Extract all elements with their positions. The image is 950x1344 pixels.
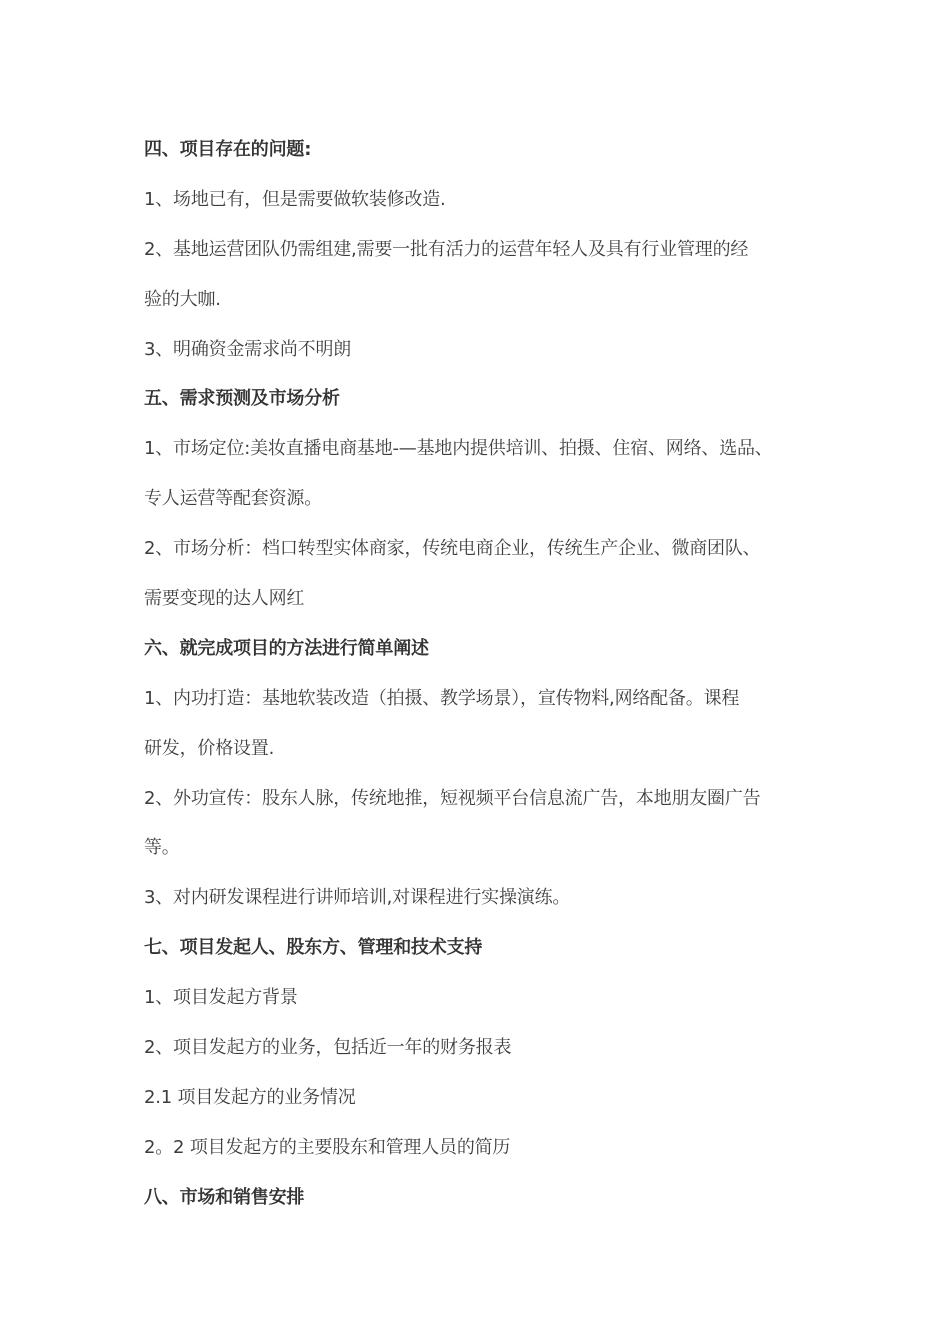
paragraph-line: 等。 (144, 837, 180, 859)
section-heading-methods: 六、就完成项目的方法进行简单阐述 (144, 637, 429, 659)
paragraph-line: 2、基地运营团队仍需组建,需要一批有活力的运营年轻人及具有行业管理的经 (144, 238, 749, 260)
paragraph-line: 1、项目发起方背景 (144, 987, 298, 1009)
paragraph-line: 2.1 项目发起方的业务情况 (144, 1086, 356, 1108)
paragraph-line: 研发，价格设置. (144, 737, 275, 759)
document-body (144, 134, 824, 1232)
section-heading-marketing: 八、市场和销售安排 (144, 1186, 305, 1208)
paragraph-line: 2。2 项目发起方的主要股东和管理人员的简历 (144, 1136, 511, 1158)
section-heading-problems: 四、项目存在的问题: (144, 139, 312, 160)
paragraph-line: 1、市场定位:美妆直播电商基地-—基地内提供培训、拍摄、住宿、网络、选品、 (144, 438, 773, 460)
paragraph-line: 2、外功宣传：股东人脉，传统地推，短视频平台信息流广告，本地朋友圈广告 (144, 787, 761, 809)
paragraph-line: 1、场地已有，但是需要做软装修改造. (144, 188, 446, 210)
paragraph-line: 2、市场分析：档口转型实体商家，传统电商企业，传统生产企业、微商团队、 (144, 538, 761, 560)
paragraph-line: 需要变现的达人网红 (144, 588, 305, 610)
paragraph-line: 专人运营等配套资源。 (144, 488, 322, 510)
paragraph-line: 2、项目发起方的业务，包括近一年的财务报表 (144, 1037, 512, 1059)
section-heading-market-analysis: 五、需求预测及市场分析 (144, 388, 340, 410)
section-heading-sponsors: 七、项目发起人、股东方、管理和技术支持 (144, 937, 483, 959)
paragraph-line: 3、对内研发课程进行讲师培训,对课程进行实操演练。 (144, 887, 571, 909)
paragraph-line: 1、内功打造：基地软装改造（拍摄、教学场景），宣传物料,网络配备。课程 (144, 687, 740, 709)
paragraph-line: 验的大咖. (144, 288, 221, 310)
paragraph-line: 3、明确资金需求尚不明朗 (144, 338, 352, 360)
